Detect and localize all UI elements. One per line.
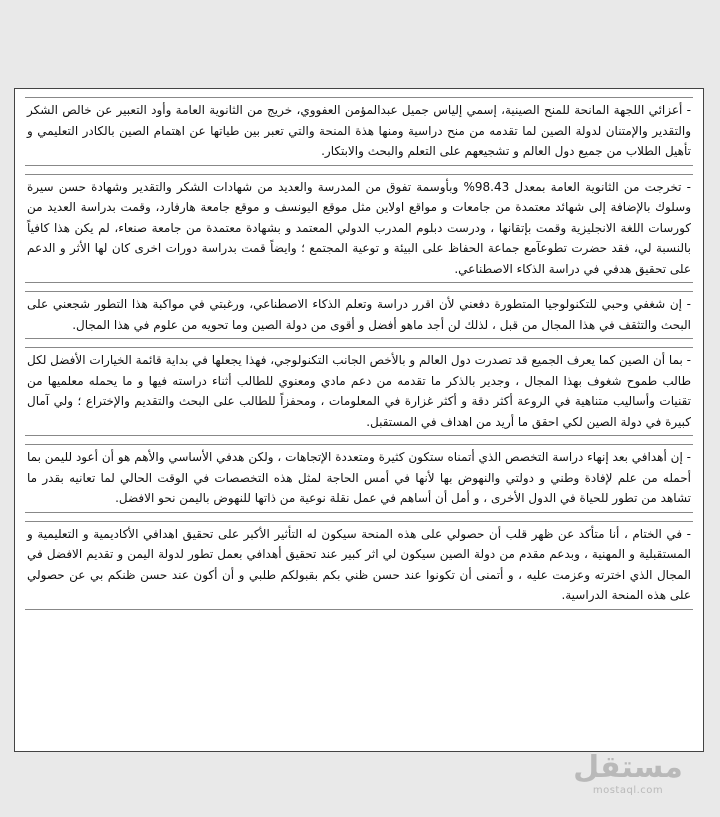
- document-body: [25, 97, 693, 743]
- mostaql-watermark: [568, 751, 688, 797]
- paragraph-achievements: - تخرجت من الثانوية العامة بمعدل 98.43% وبأوسمة تفوق من المدرسة والعديد من شهادات الشكر والتقدير وشهادة حسن سيرة وسلوك بالإضافة إلى شهائد معتمدة من جامعات و مواقع اولاين مثل موقع اليونسف و موقع جامعة هارفارد، وقمت بدراسة العديد من كورسات اللغة الانجليزية وقمت بإتقانها ، ودرست دبلوم المدرب الدولي المعتمد و بشهادة معتمدة من جامعة صنعاء، لم يكن هذا كافياً بالنسبة لي، فقد حضرت تطوعآمع جماعة الحفاظ على البيئة و توعية المجتمع ؛ وايضاً قمت بدراسة دورات اخرى كان لها الأثر و الدعم على تحقيق هدفي في دراسة الذكاء الاصطناعي.: [25, 174, 693, 284]
- paragraph-conclusion: - في الختام ، أنا متأكد عن ظهر قلب أن حصولي على هذه المنحة سيكون له التأثير الأكبر على تحقيق اهدافي الأكاديمية و التعليمية و المستقبلية و المهنية ، وبدعم مقدم من دولة الصين سيكون لي اثر كبير عند تحقيق أهدافي بعمل تطور لدولة اليمن و تقديم الافضل في المجال الذي اخترته وعزمت عليه ، و أتمنى أن تكونوا عند حسن ظني بكم بقبولكم طلبي و أن أكون عند حسن ظنكم بي عن حصولي على هذه المنحة الدراسية.: [25, 521, 693, 610]
- paragraph-why-china: - بما أن الصين كما يعرف الجميع قد تصدرت دول العالم و بالأخص الجانب التكنولوجي، فهذا يجعلها في بداية قائمة الخيارات الأفضل لكل طالب طموح شغوف بهذا المجال ، وجدير بالذكر ما تقدمه من دعم مادي ومعنوي للطالب أثناء دراسته فيها و ما يحمله معلميها من تقنيات وأساليب متناهية في الروعة أكثر دقة و أكثر غزارة في المعلومات ، ومحفزاً للطالب على البحث والتقديم والإختراع ؛ ولي آمال كبيرة في دولة الصين لكي احقق ما أريد من اهداف في المستقبل.: [25, 347, 693, 436]
- paragraph-goals: - إن أهدافي بعد إنهاء دراسة التخصص الذي أتمناه ستكون كثيرة ومتعددة الإتجاهات ، ولكن هدفي الأساسي والأهم هو أن أعود لليمن بما أحمله من علم لإفادة وطني و دولتي والنهوض بها لأنها في أمس الحاجة لمثل هذه التخصصات في الوقت الحالي لما تعانيه بقدر ما تشاهد من تطور للحياة في الدول الأخرى ، و أمل أن أساهم في عمل نقلة نوعية من ذاتها للنهوض باليمن نحو الافضل.: [25, 444, 693, 513]
- watermark-logo: مستقل: [573, 750, 683, 785]
- paragraph-passion: - إن شغفي وحبي للتكنولوجيا المتطورة دفعني لأن اقرر دراسة وتعلم الذكاء الاصطناعي، ورغبتي في مواكبة هذا التطور شجعني على البحث والتثقف في هذا المجال من قبل ، لذلك لن أجد ماهو أفضل و أقوى من دولة الصين وما تحويه من علوم في هذا المجال.: [25, 291, 693, 339]
- watermark-site: mostaql.com: [592, 785, 664, 796]
- paragraph-greeting: - أعزائي اللجهة المانحة للمنح الصينية، إسمي إلياس جميل عبدالمؤمن العفووي، خريج من الثانوية العامة وأود التعبير عن خالص الشكر والتقدير والإمتنان لدولة الصين لما تقدمه من منح دراسية ومنها هذة المنحة والتي تعبر بين طياتها عن اهتمام الصين بالكادر التعليمي و تأهيل الطلاب من جميع دول العالم و تشجيعهم على التعلم والبحث والابتكار.: [25, 97, 693, 166]
- document-page: [14, 88, 704, 752]
